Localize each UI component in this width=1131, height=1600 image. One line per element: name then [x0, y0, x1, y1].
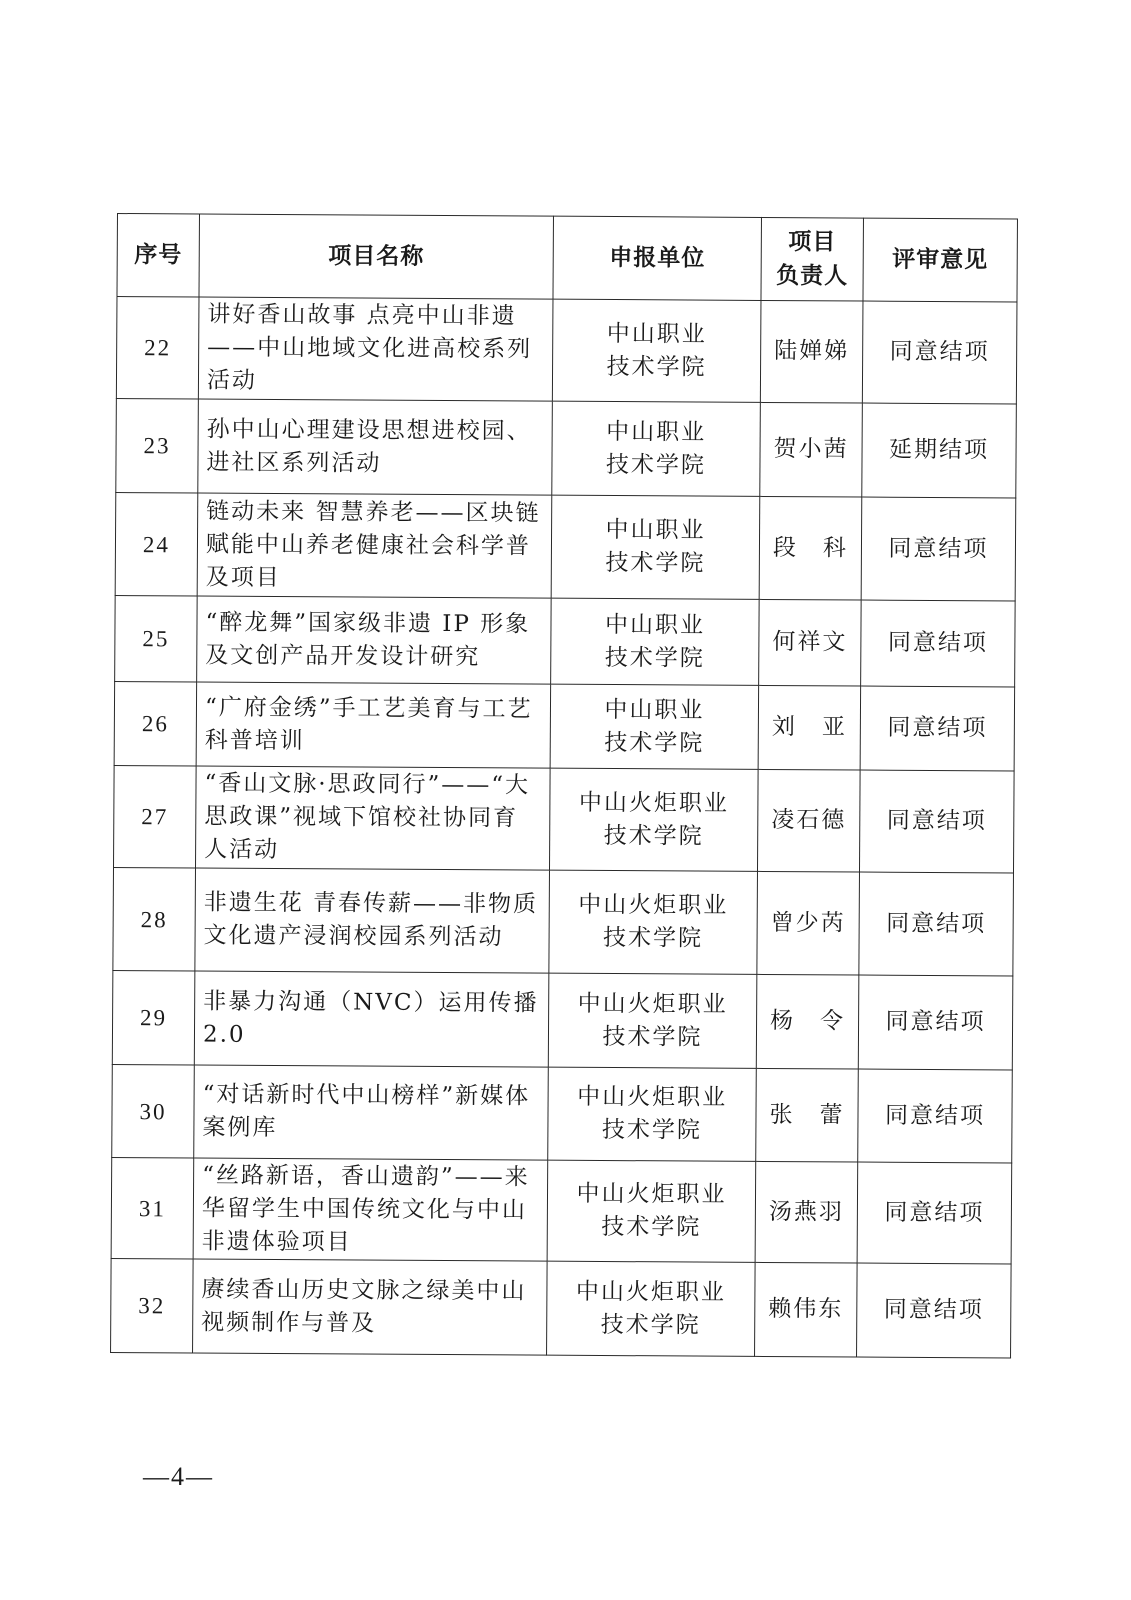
row-index: 23	[116, 398, 199, 492]
row-person: 段 科	[759, 496, 862, 600]
row-opinion: 同意结项	[858, 1069, 1013, 1163]
row-project-name: 赓续香山历史文脉之绿美中山视频制作与普及	[193, 1259, 548, 1355]
row-project-name: 讲好香山故事 点亮中山非遗——中山地域文化进高校系列活动	[198, 297, 553, 401]
review-table	[110, 213, 1018, 1358]
row-unit-line1: 中山职业	[604, 696, 705, 724]
row-opinion: 同意结项	[858, 975, 1013, 1070]
table-row	[113, 867, 1014, 975]
row-unit-line2: 技术学院	[604, 644, 705, 672]
table-row	[114, 765, 1015, 872]
row-unit-line1: 中山职业	[606, 418, 707, 446]
table-row	[115, 595, 1016, 686]
row-index: 25	[115, 595, 198, 681]
row-project-name: “醉龙舞”国家级非遗 IP 形象及文创产品开发设计研究	[197, 596, 552, 684]
row-index: 28	[113, 867, 196, 970]
row-unit-line2: 技术学院	[604, 729, 705, 757]
row-index: 30	[112, 1064, 195, 1157]
row-unit-line1: 中山火炬职业	[578, 789, 729, 817]
row-project-name: “丝路新语，香山遗韵”——来华留学生中国传统文化与中山非遗体验项目	[193, 1158, 548, 1261]
table-header-row	[117, 214, 1017, 302]
row-opinion: 延期结项	[862, 403, 1017, 498]
header-person-line1: 项目	[788, 229, 837, 256]
row-person: 何祥文	[759, 599, 862, 686]
table-row	[112, 970, 1013, 1069]
row-person: 汤燕羽	[755, 1161, 858, 1263]
row-unit-line1: 中山职业	[606, 320, 707, 348]
row-unit	[547, 1160, 756, 1262]
row-person: 凌石德	[757, 769, 860, 872]
row-opinion: 同意结项	[857, 1162, 1012, 1264]
row-unit-line2: 技术学院	[603, 924, 704, 952]
row-unit-line2: 技术学院	[600, 1311, 701, 1339]
row-unit-line1: 中山职业	[605, 516, 706, 544]
row-project-name: 孙中山心理建设思想进校园、进社区系列活动	[198, 399, 553, 495]
row-unit-line1: 中山火炬职业	[578, 891, 729, 919]
row-person: 赖伟东	[755, 1262, 858, 1357]
row-person: 刘 亚	[758, 685, 861, 770]
row-unit	[551, 598, 760, 685]
row-unit-line2: 技术学院	[602, 1023, 703, 1051]
row-project-name: “香山文脉·思政同行”——“大思政课”视域下馆校社协同育人活动	[196, 766, 551, 870]
table-row	[115, 492, 1016, 600]
row-opinion: 同意结项	[861, 600, 1016, 687]
row-unit	[550, 684, 759, 769]
table-row	[111, 1258, 1012, 1357]
row-index: 26	[114, 681, 197, 765]
row-project-name: 非遗生花 青春传薪——非物质文化遗产浸润校园系列活动	[195, 868, 550, 973]
row-unit-line2: 技术学院	[605, 451, 707, 479]
row-person: 张 蕾	[756, 1068, 859, 1162]
row-unit-line1: 中山火炬职业	[577, 1083, 728, 1111]
row-unit	[548, 973, 757, 1068]
row-unit-line2: 技术学院	[601, 1116, 702, 1144]
row-unit	[547, 1261, 756, 1356]
page-number: —4—	[143, 1462, 214, 1491]
table-row	[116, 398, 1017, 497]
row-project-name: “对话新时代中山榜样”新媒体案例库	[194, 1065, 549, 1160]
table-row	[111, 1157, 1012, 1263]
row-unit-line2: 技术学院	[601, 1213, 702, 1241]
row-unit-line1: 中山火炬职业	[576, 1180, 727, 1208]
header-name: 项目名称	[199, 214, 554, 299]
row-person: 贺小茜	[760, 402, 863, 497]
row-index: 29	[112, 970, 195, 1064]
row-unit	[551, 495, 760, 599]
row-opinion: 同意结项	[857, 1263, 1012, 1358]
header-opinion: 评审意见	[863, 218, 1018, 302]
row-unit	[552, 401, 761, 496]
row-unit	[549, 768, 758, 871]
table-row	[114, 681, 1014, 770]
row-project-name: 非暴力沟通（NVC）运用传播2.0	[194, 971, 549, 1067]
row-unit	[548, 1067, 757, 1161]
row-unit-line2: 技术学院	[605, 549, 706, 577]
row-unit-line1: 中山火炬职业	[575, 1278, 726, 1306]
header-person	[761, 217, 864, 301]
row-unit-line1: 中山火炬职业	[577, 990, 728, 1018]
row-person: 杨 令	[756, 974, 859, 1069]
row-opinion: 同意结项	[862, 301, 1017, 404]
row-unit-line1: 中山职业	[604, 611, 706, 639]
row-index: 22	[116, 297, 199, 399]
row-opinion: 同意结项	[860, 686, 1015, 771]
header-unit: 申报单位	[553, 216, 762, 300]
row-opinion: 同意结项	[859, 770, 1014, 873]
table-row	[116, 297, 1017, 404]
header-index: 序号	[117, 214, 200, 297]
row-opinion: 同意结项	[859, 872, 1014, 976]
row-unit-line2: 技术学院	[603, 822, 704, 850]
row-index: 27	[114, 765, 197, 867]
header-person-line2: 负责人	[776, 263, 849, 290]
row-index: 31	[111, 1157, 194, 1258]
table-row	[112, 1064, 1013, 1162]
row-person: 陆婵娣	[760, 300, 863, 403]
row-unit-line2: 技术学院	[606, 353, 707, 381]
row-unit	[552, 299, 761, 402]
row-person: 曾少芮	[757, 871, 860, 975]
row-index: 32	[111, 1258, 194, 1352]
row-opinion: 同意结项	[861, 497, 1016, 601]
row-index: 24	[115, 492, 198, 595]
row-unit	[549, 870, 758, 974]
row-project-name: “广府金绣”手工艺美育与工艺科普培训	[196, 682, 551, 768]
row-project-name: 链动未来 智慧养老——区块链赋能中山养老健康社会科学普及项目	[197, 493, 552, 598]
